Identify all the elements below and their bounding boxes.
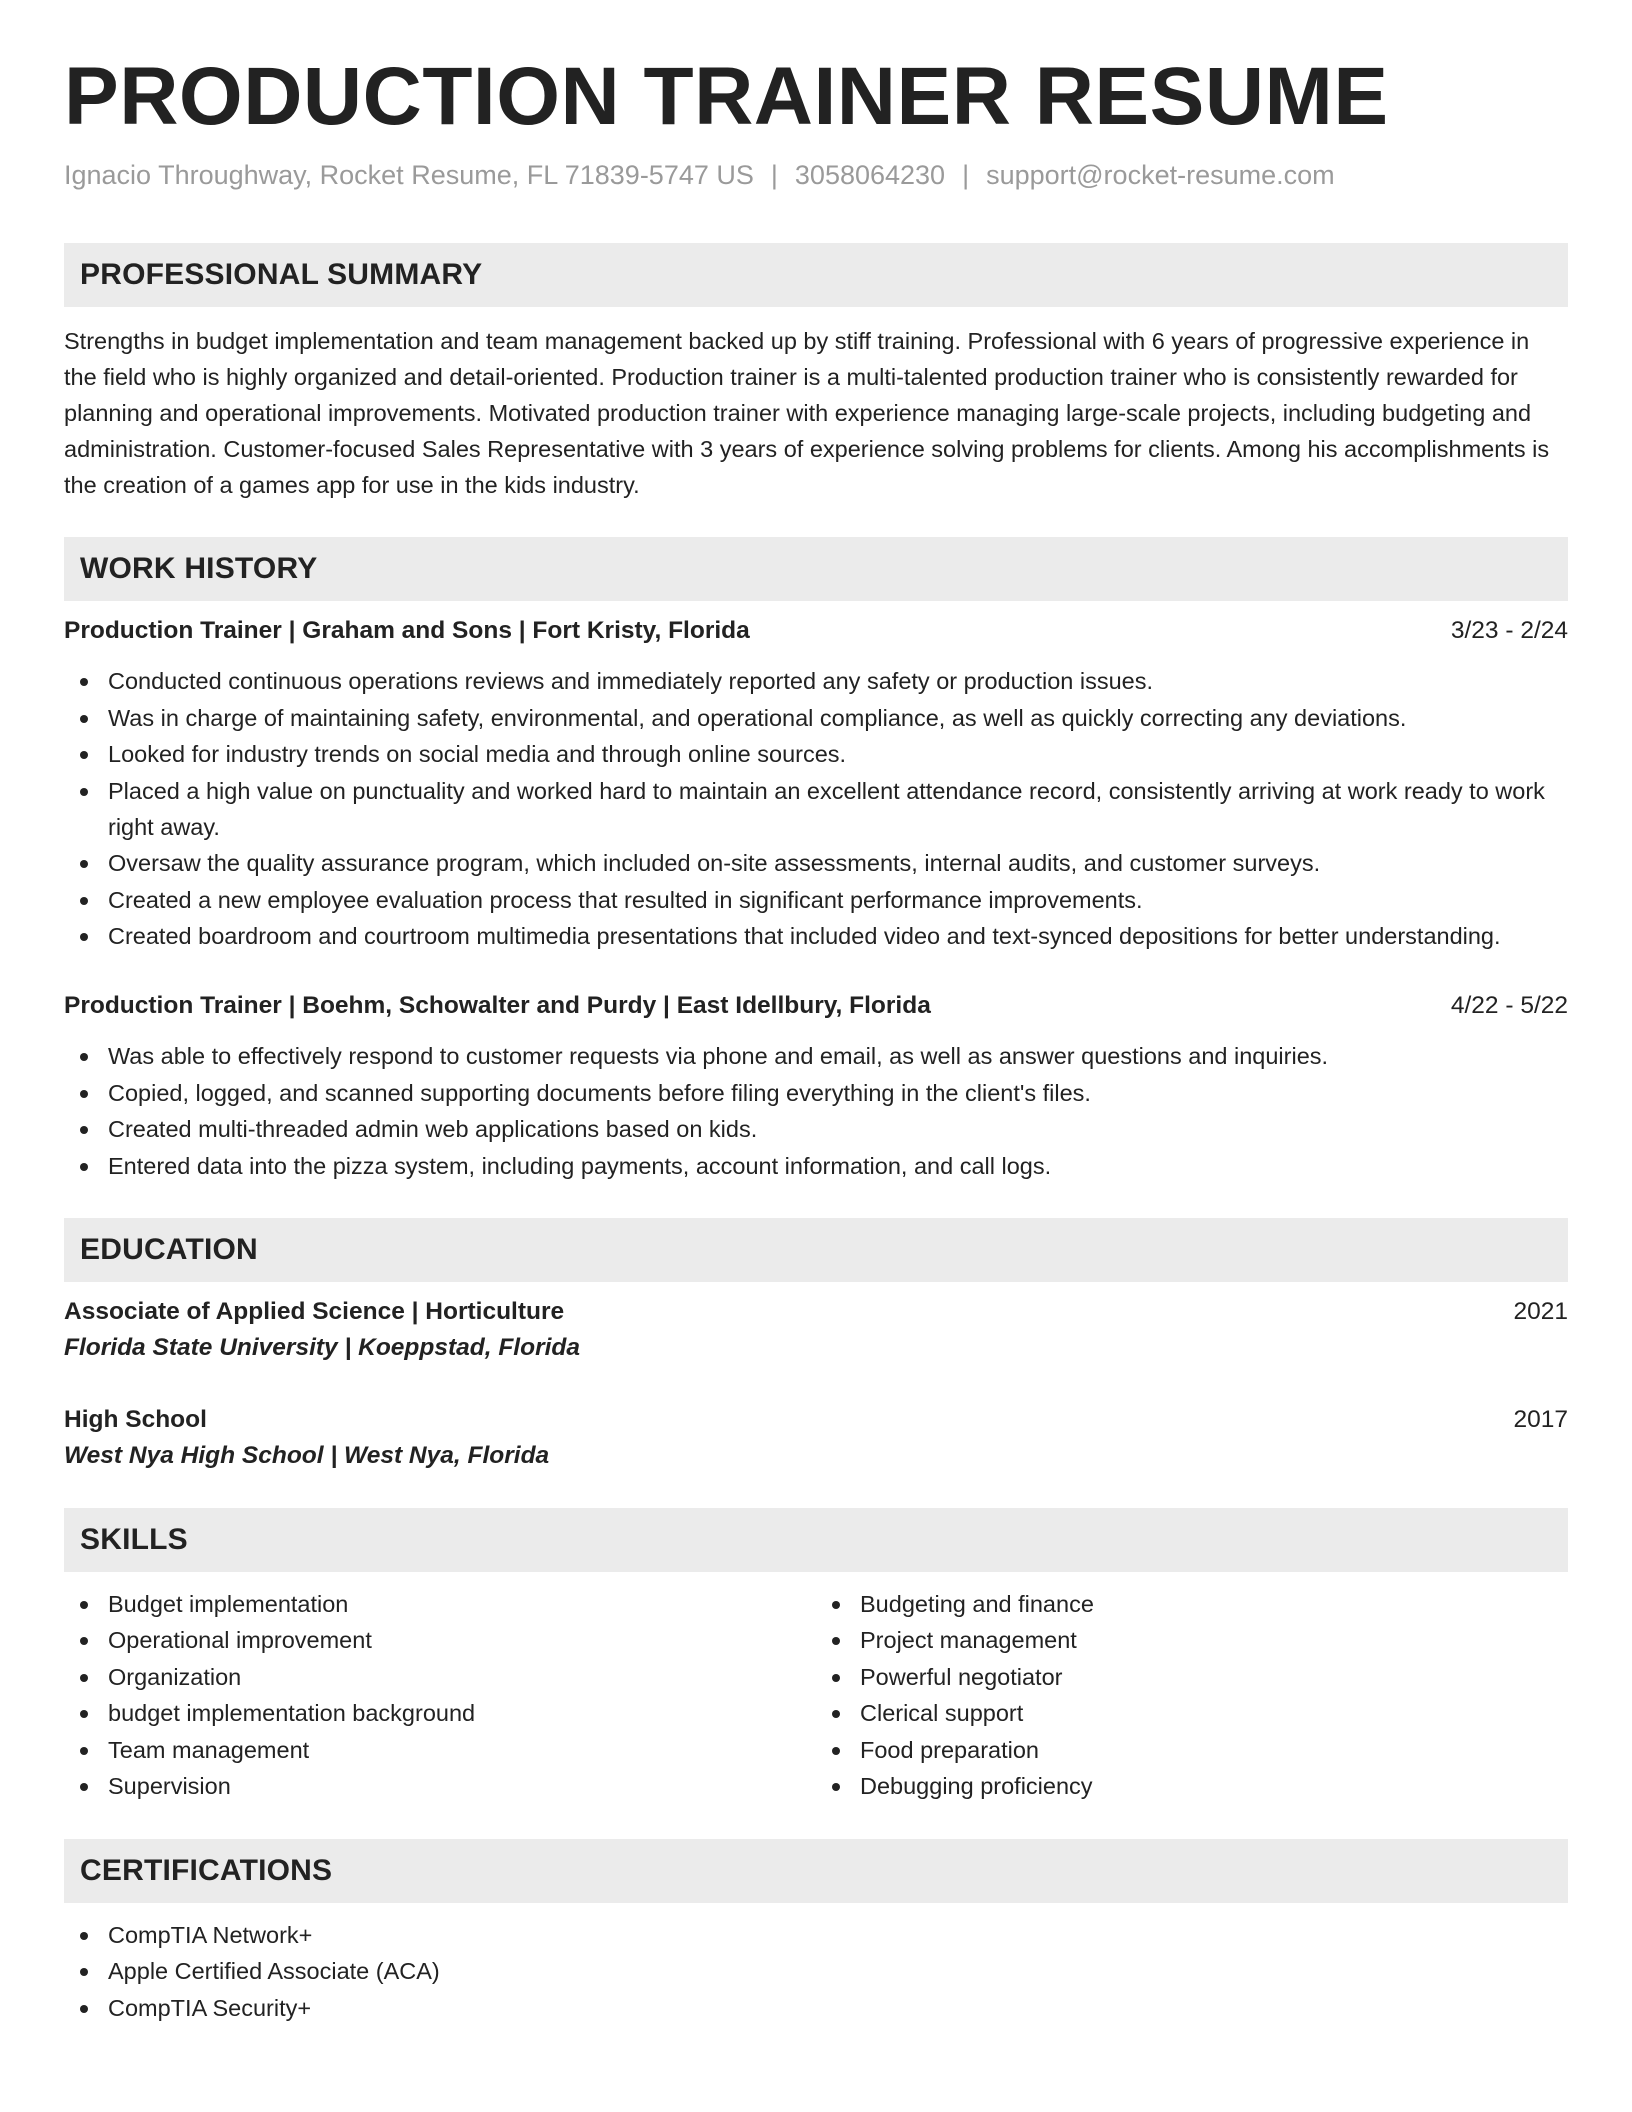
contact-separator: | <box>770 160 778 191</box>
job-title: Production Trainer | Boehm, Schowalter and Purdy | East Idellbury, Florida <box>64 992 931 1020</box>
job-bullet: Was in charge of maintaining safety, environmental, and operational compliance, as well as quickly correcting any deviations. <box>64 700 1568 736</box>
certification-item: CompTIA Security+ <box>64 1990 1568 2026</box>
job-dates: 4/22 - 5/22 <box>1450 992 1568 1020</box>
skills-column-right <box>816 1586 1568 1805</box>
education-school: West Nya High School | West Nya, Florida <box>64 1441 550 1469</box>
job-entry <box>64 988 1568 1184</box>
job-bullet: Created a new employee evaluation process that resulted in significant performance improvements. <box>64 882 1568 918</box>
work-history-section <box>64 537 1568 1184</box>
skill-item: Budget implementation <box>64 1586 816 1622</box>
contact-phone: 3058064230 <box>794 160 946 191</box>
education-section <box>64 1218 1568 1474</box>
skill-item: Powerful negotiator <box>816 1659 1568 1695</box>
skills-heading: SKILLS <box>64 1508 1568 1572</box>
certifications-list <box>64 1917 1568 2026</box>
skill-item: Clerical support <box>816 1695 1568 1731</box>
certification-item: Apple Certified Associate (ACA) <box>64 1953 1568 1989</box>
job-bullet: Created boardroom and courtroom multimedia presentations that included video and text-synced depositions for better understanding. <box>64 918 1568 954</box>
skill-item: budget implementation background <box>64 1695 816 1731</box>
job-bullet: Conducted continuous operations reviews and immediately reported any safety or production issues. <box>64 663 1568 699</box>
education-header <box>64 1402 1568 1438</box>
skill-item: Budgeting and finance <box>816 1586 1568 1622</box>
education-entry <box>64 1294 1568 1366</box>
contact-address: Ignacio Throughway, Rocket Resume, FL 71839-5747 US <box>64 160 754 191</box>
skill-item: Organization <box>64 1659 816 1695</box>
education-year: 2021 <box>1513 1297 1568 1325</box>
certifications-heading: CERTIFICATIONS <box>64 1839 1568 1903</box>
contact-line <box>64 158 1568 193</box>
skill-item: Supervision <box>64 1768 816 1804</box>
certification-item: CompTIA Network+ <box>64 1917 1568 1953</box>
skills-grid <box>64 1586 1568 1805</box>
summary-text: Strengths in budget implementation and team management backed up by stiff training. Professional with 6 years of progressive experience in the field who is highly organized and detail-oriented. Production trainer is a multi-talented production trainer who is consistently rewarded for planning and operational improvements. Motivated production trainer with experience managing large-scale projects, including budgeting and administration. Customer-focused Sales Representative with 3 years of experience solving problems for clients. Among his accomplishments is the creation of a games app for use in the kids industry. <box>64 328 1550 499</box>
education-degree: Associate of Applied Science | Horticulture <box>64 1297 565 1325</box>
job-bullet: Was able to effectively respond to customer requests via phone and email, as well as answer questions and inquiries. <box>64 1038 1568 1074</box>
job-bullet: Placed a high value on punctuality and worked hard to maintain an excellent attendance record, consistently arriving at work ready to work right away. <box>64 773 1568 845</box>
job-title: Production Trainer | Graham and Sons | Fort Kristy, Florida <box>64 617 750 645</box>
job-bullet: Oversaw the quality assurance program, which included on-site assessments, internal audits, and customer surveys. <box>64 845 1568 881</box>
skill-item: Debugging proficiency <box>816 1768 1568 1804</box>
education-school: Florida State University | Koeppstad, Florida <box>64 1333 581 1361</box>
education-degree: High School <box>64 1405 207 1433</box>
contact-email: support@rocket-resume.com <box>986 160 1335 191</box>
job-entry <box>64 613 1568 954</box>
summary-heading: PROFESSIONAL SUMMARY <box>64 243 1568 307</box>
education-heading: EDUCATION <box>64 1218 1568 1282</box>
education-year: 2017 <box>1513 1405 1568 1433</box>
skills-section <box>64 1508 1568 1805</box>
education-entry <box>64 1402 1568 1474</box>
resume-title: PRODUCTION TRAINER RESUME <box>64 51 1389 142</box>
work-history-heading: WORK HISTORY <box>64 537 1568 601</box>
certifications-section <box>64 1839 1568 2026</box>
skill-item: Project management <box>816 1622 1568 1658</box>
job-bullet: Entered data into the pizza system, including payments, account information, and call logs. <box>64 1148 1568 1184</box>
job-bullet-list <box>64 1038 1568 1184</box>
job-bullet: Copied, logged, and scanned supporting documents before filing everything in the client's files. <box>64 1075 1568 1111</box>
skills-column-left <box>64 1586 816 1805</box>
education-header <box>64 1294 1568 1330</box>
skill-item: Operational improvement <box>64 1622 816 1658</box>
job-bullet: Created multi-threaded admin web applications based on kids. <box>64 1111 1568 1147</box>
job-bullet: Looked for industry trends on social media and through online sources. <box>64 736 1568 772</box>
job-header <box>64 613 1568 649</box>
skill-item: Team management <box>64 1732 816 1768</box>
skill-item: Food preparation <box>816 1732 1568 1768</box>
job-dates: 3/23 - 2/24 <box>1450 617 1568 645</box>
contact-separator: | <box>962 160 970 191</box>
job-header <box>64 988 1568 1024</box>
job-bullet-list <box>64 663 1568 954</box>
